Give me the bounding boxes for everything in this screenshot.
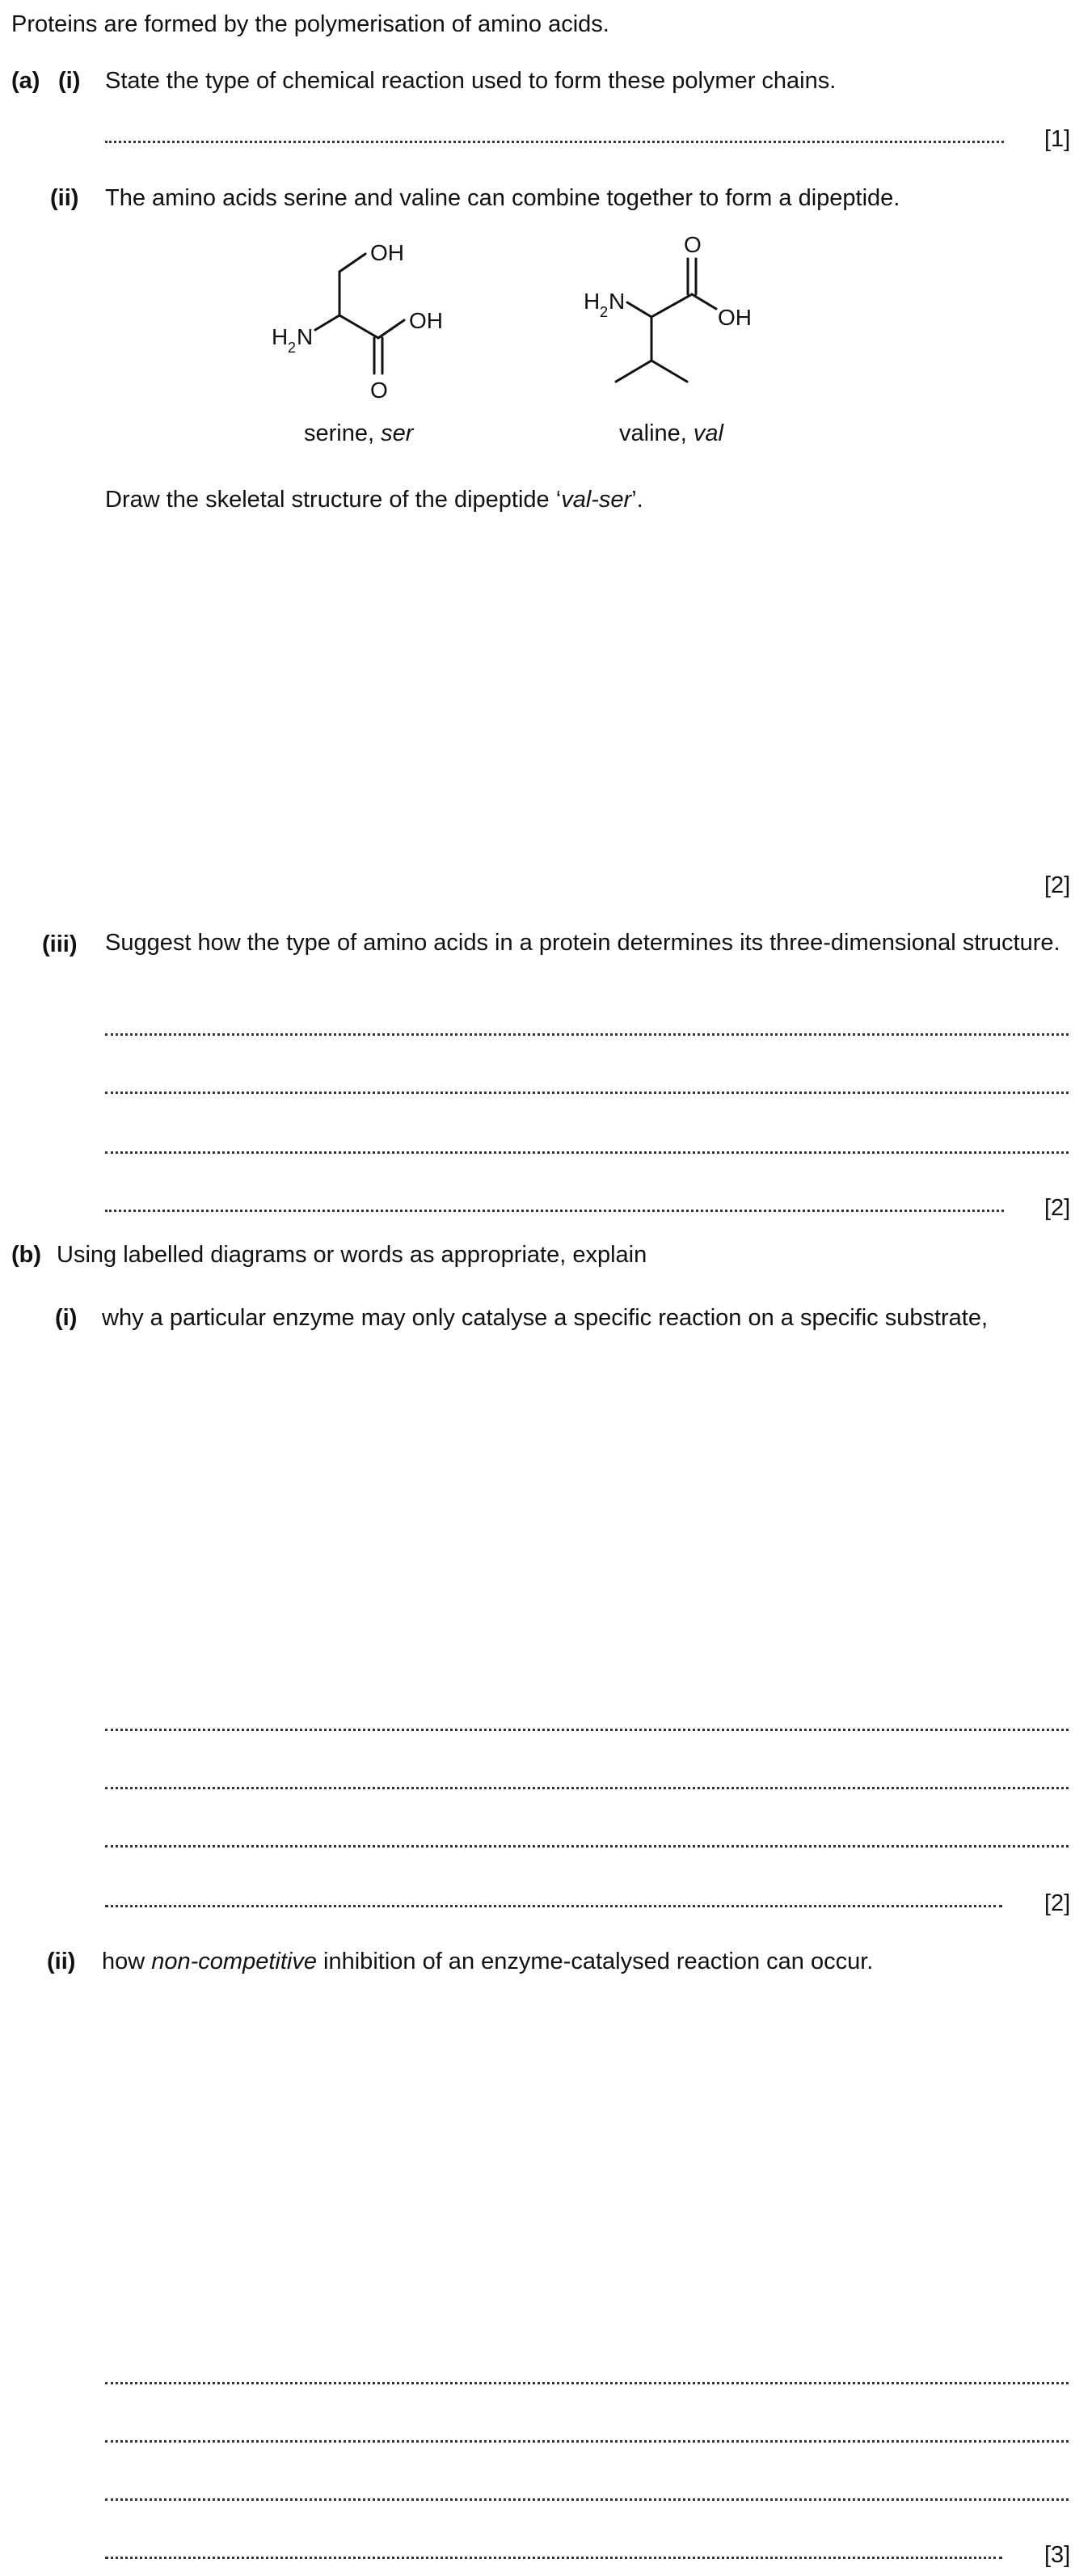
answer-line-b-i-3[interactable] bbox=[105, 1845, 1069, 1848]
serine-structure bbox=[259, 228, 469, 406]
draw-instruction: Draw the skeletal structure of the dipeptide ‘val-ser’. bbox=[105, 487, 643, 513]
answer-line-b-ii-1[interactable] bbox=[105, 2382, 1069, 2384]
answer-line-b-ii-4[interactable] bbox=[105, 2557, 1002, 2559]
intro-text: Proteins are formed by the polymerisation of amino acids. bbox=[11, 11, 609, 37]
valine-amine-h: H bbox=[584, 289, 601, 314]
serine-caption: serine, ser bbox=[304, 420, 414, 446]
answer-line-a-iii-3[interactable] bbox=[105, 1151, 1069, 1154]
answer-line-a-i[interactable] bbox=[105, 141, 1004, 143]
marks-b-i: [2] bbox=[1044, 1890, 1071, 1916]
part-a-i-label: (i) bbox=[58, 68, 81, 94]
answer-line-b-i-2[interactable] bbox=[105, 1787, 1069, 1789]
part-a-iii-label: (iii) bbox=[42, 931, 78, 957]
valine-oh-acid: OH bbox=[718, 305, 752, 330]
serine-amine-n: N bbox=[297, 324, 314, 349]
answer-line-a-iii-1[interactable] bbox=[105, 1033, 1069, 1036]
serine-oh-acid: OH bbox=[409, 308, 443, 333]
part-a-ii-label: (ii) bbox=[50, 185, 79, 211]
marks-b-ii: [3] bbox=[1044, 2542, 1071, 2568]
answer-line-b-ii-3[interactable] bbox=[105, 2498, 1069, 2501]
part-a-ii-question: The amino acids serine and valine can combine together to form a dipeptide. bbox=[105, 185, 900, 211]
part-a-label: (a) bbox=[11, 68, 40, 94]
serine-amine-h: H bbox=[272, 324, 289, 349]
valine-amine-n: N bbox=[609, 289, 626, 314]
answer-line-a-iii-4[interactable] bbox=[105, 1210, 1004, 1212]
valine-caption: valine, val bbox=[619, 420, 723, 446]
serine-oh-top: OH bbox=[370, 240, 404, 265]
marks-a-ii: [2] bbox=[1044, 872, 1071, 898]
answer-line-b-i-1[interactable] bbox=[105, 1729, 1069, 1731]
diagram-area-b-i[interactable] bbox=[105, 1342, 1069, 1698]
drawing-area[interactable] bbox=[105, 526, 1043, 865]
part-a-i-question: State the type of chemical reaction used to form these polymer chains. bbox=[105, 68, 837, 94]
part-b-i-question: why a particular enzyme may only catalyse a specific reaction on a specific substrate, bbox=[102, 1305, 989, 1331]
part-b-intro: Using labelled diagrams or words as appropriate, explain bbox=[57, 1242, 647, 1268]
serine-carbonyl-o: O bbox=[370, 378, 388, 403]
valine-carbonyl-o: O bbox=[684, 232, 702, 257]
answer-line-a-iii-2[interactable] bbox=[105, 1092, 1069, 1094]
part-a-iii-question: Suggest how the type of amino acids in a protein determines its three-dimensional structure. bbox=[105, 930, 1060, 956]
valine-amine-sub: 2 bbox=[600, 304, 609, 320]
answer-line-b-i-4[interactable] bbox=[105, 1905, 1002, 1907]
part-b-i-label: (i) bbox=[55, 1305, 78, 1331]
part-b-ii-question: how non-competitive inhibition of an enzyme-catalysed reaction can occur. bbox=[102, 1949, 874, 1974]
diagram-area-b-ii[interactable] bbox=[105, 1986, 1069, 2358]
part-b-label: (b) bbox=[11, 1242, 42, 1268]
marks-a-iii: [2] bbox=[1044, 1195, 1071, 1221]
marks-a-i: [1] bbox=[1044, 126, 1071, 152]
valine-structure bbox=[574, 228, 784, 406]
serine-amine-sub: 2 bbox=[288, 340, 297, 356]
part-b-ii-label: (ii) bbox=[47, 1949, 76, 1974]
answer-line-b-ii-2[interactable] bbox=[105, 2440, 1069, 2443]
